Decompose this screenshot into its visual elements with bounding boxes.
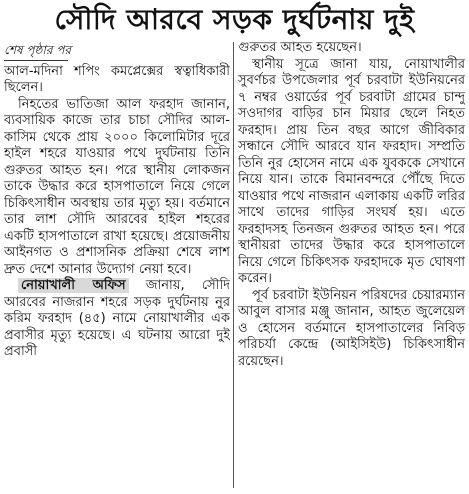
right-column <box>238 40 465 494</box>
column-divider <box>233 42 234 488</box>
paragraph: পূর্ব চরবাটা ইউনিয়ন পরিষদের চেয়ারম্যান আবুল বাসার মঞ্জু জানান, আহত জুলেয়েল ও হোসেন বর্তমানে হাসপাতালের নিবিড় পরিচর্যা কেন্দ্রে (আইসিইউ) চিকিৎসাধীন রয়েছেন। <box>238 287 465 369</box>
dateline-text: জানায়, সৌদি আরবের নাজরান শহরে সড়ক দুর্ঘটনায় নুর করিম ফরহাদ (৪৫) নামে নোয়াখালীর এক প্রবাসীর মৃত্যু হয়েছে। এ ঘটনায় আরো দুই প্রবাসী <box>4 278 230 359</box>
paragraph: গুরুতর আহত হয়েছেন। <box>238 40 362 55</box>
left-column <box>4 40 230 494</box>
headline: সৌদি আরবে সড়ক দুর্ঘটনায় দুই <box>54 3 415 36</box>
paragraph: আল-মদিনা শপিং কমপ্লেক্সের স্বত্বাধিকারী ছিলেন। <box>4 63 230 95</box>
dateline-paragraph <box>4 278 230 361</box>
paragraph: স্থানীয় সূত্রে জানা যায়, নোয়াখালীর সুবর্ণচর উপজেলার পূর্ব চরবাটা ইউনিয়নের ৭ নম্বর ওয়ার্ডের পূর্ব চরবাটা গ্রামের চান্দু সওদাগর বাড়ির চান মিয়ার ছেলে নিহত ফরহাদ। প্রায় তিন বছর আগে জীবিকার সন্ধানে সৌদি আরবে যান ফরহাদ। সম্প্রতি তিনি নুর হোসেন নামে এক যুবককে সেখানে নিয়ে যান। তাকে বিমানবন্দরে পৌঁছে দিতে যাওয়ার পথে নাজরান এলাকায় একটি লরির সাথে তাদের গাড়ির সংঘর্ষ হয়। এতে ফরহাদসহ তিনজন গুরুতর আহত হন। পরে স্থানীয়রা তাদের উদ্ধার করে হাসপাতালে নিয়ে গেলে চিকিৎসক ফরহাদকে মৃত ঘোষণা করেন। <box>238 56 465 286</box>
continued-label: শেষ পৃষ্ঠার পর <box>4 43 72 57</box>
continued-rule <box>4 60 68 61</box>
dateline: নোয়াখালী অফিস <box>18 278 129 293</box>
paragraph: নিহতের ভাতিজা আল ফরহাদ জানান, ব্যবসায়িক কাজে তার চাচা সৌদির আল-কাসিম থেকে প্রায় ২০০০ কিলোমিটার দূরে হাইল শহরে যাওয়ার পথে দুর্ঘটনায় তিনি গুরুতর আহত হন। পরে স্থানীয় লোকজন তাকে উদ্ধার করে হাসপাতালে নিয়ে গেলে চিকিৎসাধীন অবস্থায় তার মৃত্যু হয়। বর্তমানে তার লাশ সৌদি আরবের হাইল শহরের একটি হাসপাতালে রাখা হয়েছে। প্রয়োজনীয় আইনগত ও প্রশাসনিক প্রক্রিয়া শেষে লাশ দ্রুত দেশে আনার উদ্যোগ নেয়া হবে। <box>4 96 230 277</box>
